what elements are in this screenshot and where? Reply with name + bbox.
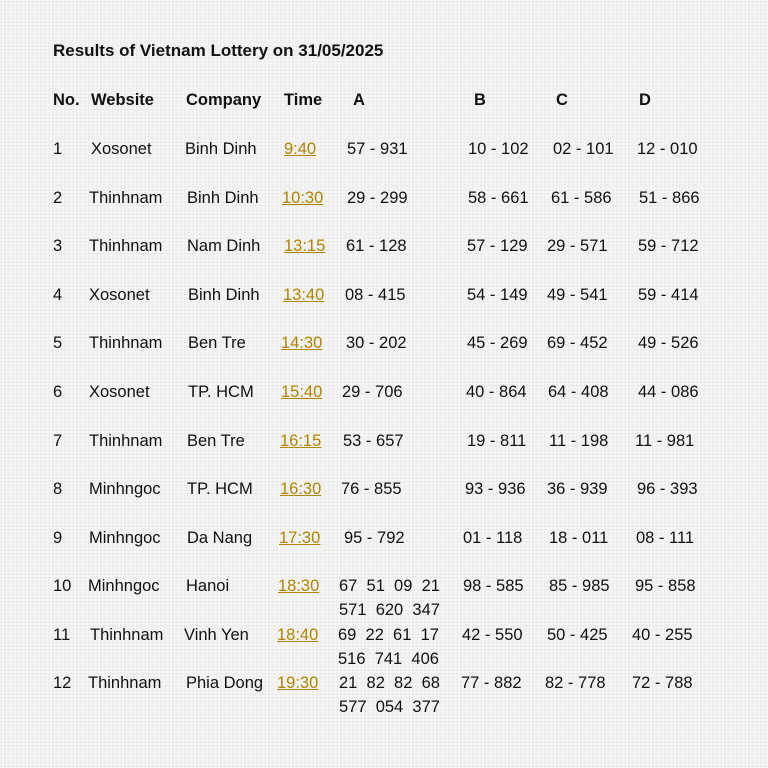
prize-c-cell: 49 - 541 [547,286,608,304]
company-cell: Ben Tre [188,334,246,352]
time-link[interactable]: 16:15 [280,432,322,450]
prize-a-cell [346,236,407,256]
prize-d-cell: 59 - 414 [638,286,699,304]
time-link[interactable]: 13:15 [284,237,326,255]
prize-d-cell: 95 - 858 [635,577,696,595]
time-link[interactable]: 13:40 [283,286,325,304]
time-link[interactable]: 10:30 [282,189,324,207]
website-cell: Thinhnam [89,237,163,255]
header-a: A [353,91,365,109]
row-number: 5 [53,334,63,352]
prize-a-line: 21 82 82 68 [339,674,440,692]
prize-c-cell: 29 - 571 [547,237,608,255]
row-number: 12 [53,674,72,692]
prize-c-cell: 02 - 101 [553,140,614,158]
time-link[interactable]: 17:30 [279,529,321,547]
company-cell: Nam Dinh [187,237,261,255]
prize-d-cell: 44 - 086 [638,383,699,401]
prize-a-cell [342,382,403,402]
prize-a-line: 67 51 09 21 [339,577,440,595]
prize-a-cell [339,574,440,622]
website-cell: Minhngoc [88,577,160,595]
website-cell: Thinhnam [89,189,163,207]
time-link[interactable]: 18:40 [277,626,319,644]
row-number: 8 [53,480,63,498]
company-cell: Vinh Yen [184,626,249,644]
prize-a-line: 516 741 406 [338,650,439,668]
company-cell: Hanoi [186,577,230,595]
page-title: Results of Vietnam Lottery on 31/05/2025 [53,41,384,60]
company-cell: Binh Dinh [188,286,260,304]
prize-a-cell [339,671,440,719]
prize-a-line: 29 - 706 [342,383,403,401]
row-number: 7 [53,432,63,450]
prize-c-cell: 69 - 452 [547,334,608,352]
prize-a-line: 30 - 202 [346,334,407,352]
prize-c-cell: 11 - 198 [549,432,609,450]
company-cell: Binh Dinh [187,189,259,207]
prize-c-cell: 18 - 011 [549,529,609,547]
prize-d-cell: 08 - 111 [636,529,695,547]
row-number: 11 [53,626,71,644]
prize-b-cell: 19 - 811 [467,432,527,450]
prize-a-line: 95 - 792 [344,529,405,547]
prize-a-line: 577 054 377 [339,698,440,716]
prize-b-cell: 98 - 585 [463,577,524,595]
prize-c-cell: 36 - 939 [547,480,608,498]
website-cell: Xosonet [89,286,150,304]
prize-a-cell [346,333,407,353]
website-cell: Minhngoc [89,529,161,547]
header-website: Website [91,91,154,109]
row-number: 6 [53,383,63,401]
website-cell: Xosonet [91,140,152,158]
prize-a-line: 29 - 299 [347,189,408,207]
prize-b-cell: 42 - 550 [462,626,523,644]
prize-a-line: 08 - 415 [345,286,406,304]
prize-d-cell: 49 - 526 [638,334,699,352]
prize-b-cell: 01 - 118 [463,529,523,547]
time-link[interactable]: 15:40 [281,383,323,401]
time-link[interactable]: 18:30 [278,577,320,595]
prize-b-cell: 77 - 882 [461,674,522,692]
prize-d-cell: 40 - 255 [632,626,693,644]
prize-a-line: 76 - 855 [341,480,402,498]
website-cell: Minhngoc [89,480,161,498]
prize-c-cell: 64 - 408 [548,383,609,401]
prize-b-cell: 40 - 864 [466,383,527,401]
prize-c-cell: 61 - 586 [551,189,612,207]
row-number: 1 [53,140,63,158]
website-cell: Thinhnam [89,432,163,450]
prize-a-cell [338,623,439,671]
prize-d-cell: 12 - 010 [637,140,698,158]
row-number: 9 [53,529,63,547]
prize-d-cell: 59 - 712 [638,237,699,255]
header-time: Time [284,91,323,109]
time-link[interactable]: 19:30 [277,674,319,692]
prize-a-cell [344,528,405,548]
prize-a-line: 61 - 128 [346,237,407,255]
prize-a-cell [345,285,406,305]
prize-b-cell: 57 - 129 [467,237,528,255]
row-number: 3 [53,237,63,255]
row-number: 4 [53,286,63,304]
prize-a-cell [347,188,408,208]
header-d: D [639,91,651,109]
header-no: No. [53,91,80,109]
company-cell: TP. HCM [188,383,254,401]
website-cell: Thinhnam [90,626,164,644]
prize-c-cell: 50 - 425 [547,626,608,644]
company-cell: Da Nang [187,529,253,547]
website-cell: Thinhnam [88,674,162,692]
header-c: C [556,91,568,109]
prize-a-line: 571 620 347 [339,601,440,619]
prize-a-line: 69 22 61 17 [338,626,439,644]
prize-d-cell: 72 - 788 [632,674,693,692]
company-cell: TP. HCM [187,480,253,498]
prize-d-cell: 51 - 866 [639,189,700,207]
prize-a-cell [347,139,408,159]
time-link[interactable]: 14:30 [281,334,323,352]
prize-b-cell: 54 - 149 [467,286,528,304]
header-company: Company [186,91,262,109]
header-b: B [474,91,486,109]
website-cell: Thinhnam [89,334,163,352]
prize-a-cell [343,431,404,451]
prize-c-cell: 82 - 778 [545,674,606,692]
company-cell: Ben Tre [187,432,245,450]
prize-b-cell: 10 - 102 [468,140,529,158]
prize-a-line: 53 - 657 [343,432,404,450]
prize-a-line: 57 - 931 [347,140,408,158]
prize-b-cell: 93 - 936 [465,480,526,498]
prize-d-cell: 11 - 981 [635,432,695,450]
row-number: 10 [53,577,72,595]
prize-b-cell: 58 - 661 [468,189,529,207]
prize-d-cell: 96 - 393 [637,480,698,498]
company-cell: Binh Dinh [185,140,257,158]
website-cell: Xosonet [89,383,150,401]
prize-b-cell: 45 - 269 [467,334,528,352]
prize-a-cell [341,479,402,499]
time-link[interactable]: 9:40 [284,140,317,158]
row-number: 2 [53,189,63,207]
time-link[interactable]: 16:30 [280,480,322,498]
prize-c-cell: 85 - 985 [549,577,610,595]
company-cell: Phia Dong [186,674,264,692]
